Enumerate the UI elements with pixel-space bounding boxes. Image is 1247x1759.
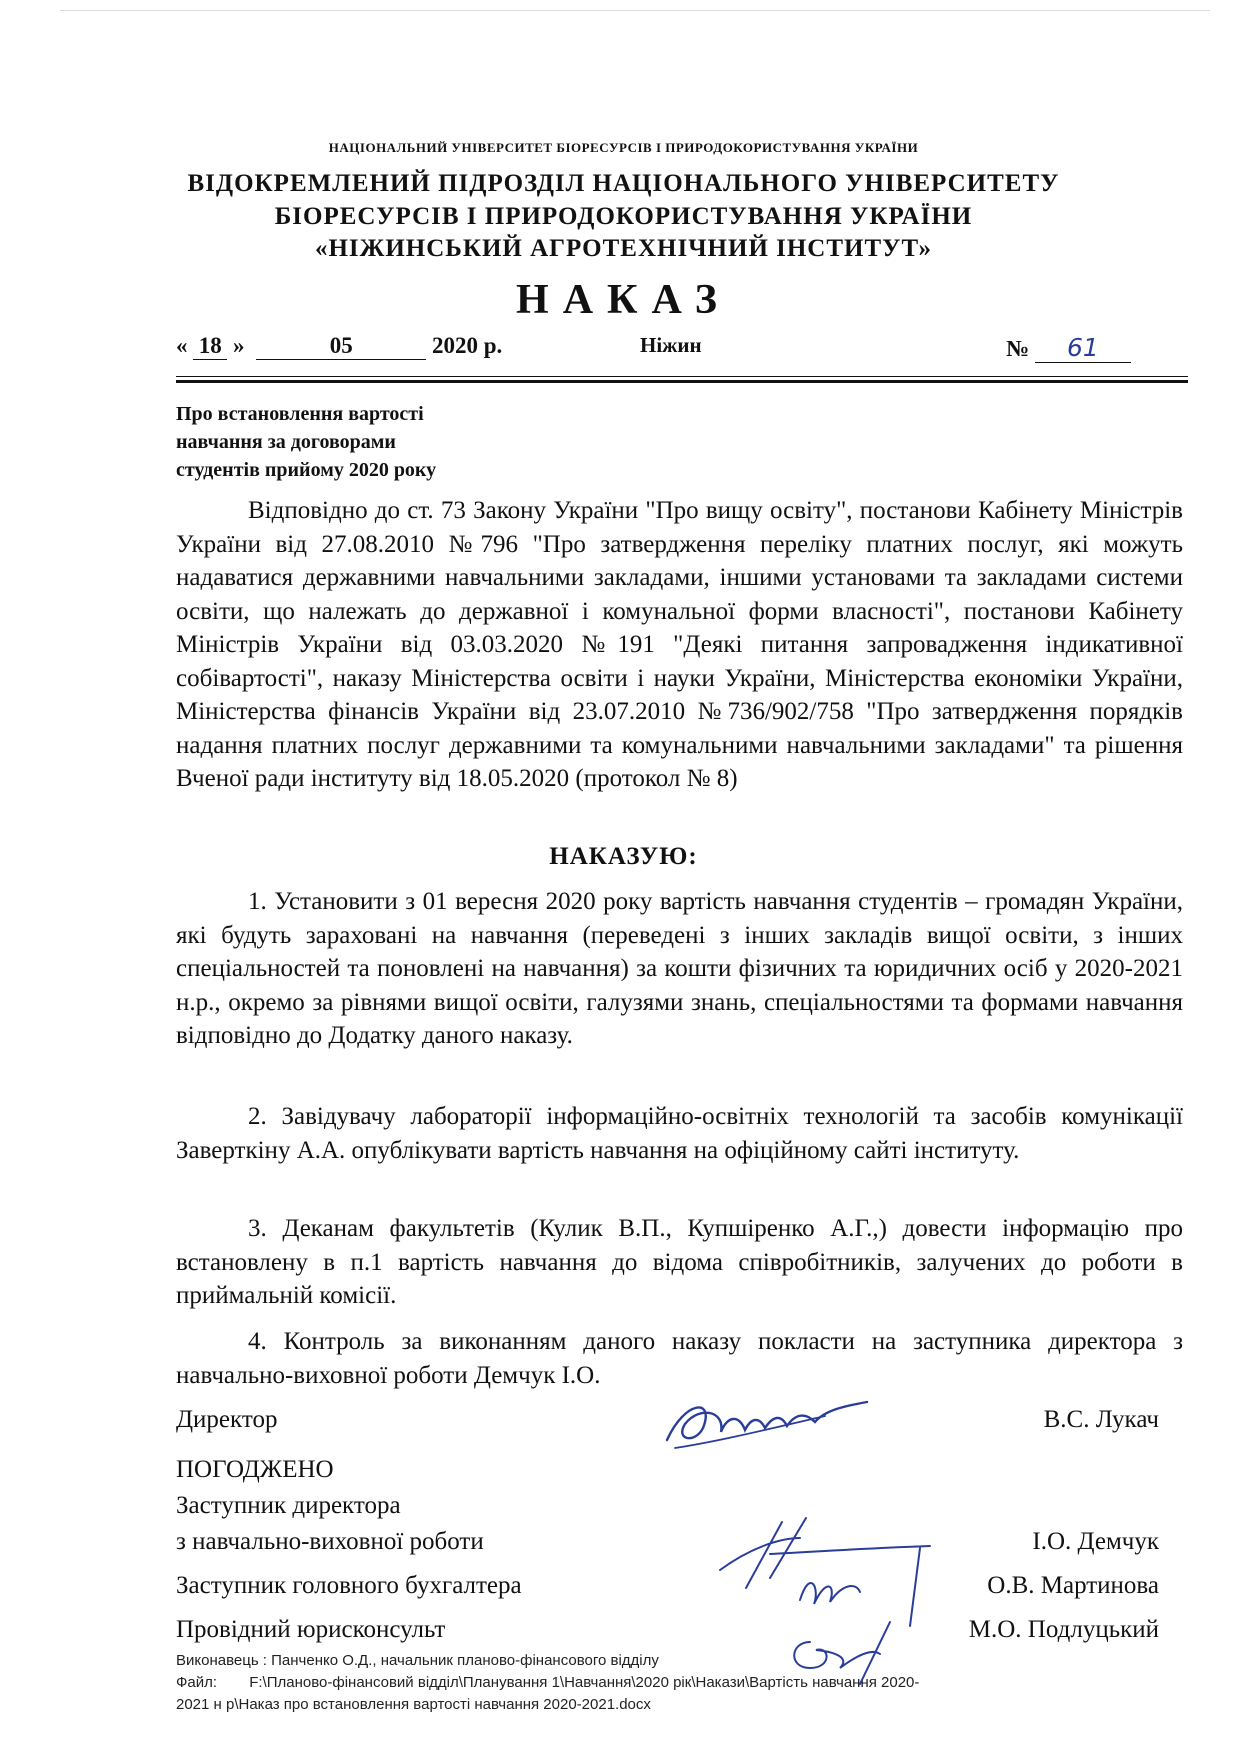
deputy-signature <box>710 1508 940 1628</box>
director-signature <box>655 1380 895 1460</box>
order-point: 1. Установити з 01 вересня 2020 року вартість навчання студентів – громадян України, які будуть зараховані на навчання (переведені з інших закладів вищої освіти, з інших спеціальностей та поновлені на навчання) за кошти фізичних та юридичних осіб у 2020-2021 н.р., окремо за рівнями вищої освіти, галузями знань, спеціальностями та формами навчання відповідно до Додатку даного наказу. <box>176 888 1183 1049</box>
order-subject <box>176 400 436 484</box>
deputy-title-line2: з навчально-виховної роботи <box>176 1528 484 1555</box>
quote-close: » <box>233 333 245 358</box>
footer-executor: Виконавець : Панченко О.Д., начальник планово-фінансового відділу <box>176 1652 659 1669</box>
subject-line: навчання за договорами <box>176 431 396 453</box>
date-year: 2020 р. <box>432 333 503 358</box>
footer-file-label: Файл: <box>176 1674 218 1691</box>
quote-open: « <box>176 333 188 358</box>
lawyer-title: Провідний юрисконсульт <box>176 1616 446 1643</box>
header-rule-thin <box>176 376 1188 377</box>
order-number <box>1006 333 1131 363</box>
order-point: 4. Контроль за виконанням даного наказу покласти на заступника директора з навчально-виховної роботи Демчук І.О. <box>176 1328 1183 1389</box>
director-title: Директор <box>176 1406 278 1433</box>
approvals-heading: ПОГОДЖЕНО <box>176 1456 334 1483</box>
accountant-name: О.В. Мартинова <box>987 1572 1159 1599</box>
preamble-paragraph: Відповідно до ст. 73 Закону України "Про вищу освіту", постанови Кабінету Міністрів України від 27.08.2010 №796 "Про затвердження переліку платних послуг, які можуть надаватися державними навчальними закладами, іншими установами та закладами системи освіти, що належать до державної і комунальної форми власності", постанови Кабінету Міністрів України від 03.03.2020 №191 "Деякі питання запровадження індикативної собівартості", наказу Міністерства освіти і науки України, Міністерства економіки України, Міністерства фінансів України від 23.07.2010 №736/902/758 "Про затвердження порядків надання платних послуг державними та комунальними навчальними закладами" та рішення Вченої ради інституту від 18.05.2020 (протокол № 8) <box>176 497 1183 792</box>
subject-line: студентів прийому 2020 року <box>176 459 437 481</box>
institution-name-line2: БІОРЕСУРСІВ І ПРИРОДОКОРИСТУВАННЯ УКРАЇНИ <box>274 203 973 230</box>
number-label: № <box>1006 336 1030 361</box>
order-point: 3. Деканам факультетів (Кулик В.П., Купшіренко А.Г.,) довести інформацію про встановлену в п.1 вартість навчання до відома співробітників, залучених до роботи в приймальній комісії. <box>176 1215 1183 1309</box>
footer-file-path-cont: 2021 н р\Наказ про встановлення вартості навчання 2020-2021.docx <box>176 1696 651 1713</box>
order-point: 2. Завідувачу лабораторії інформаційно-освітніх технологій та засобів комунікації Заверткіну А.А. опублікувати вартість навчання на офіційному сайті інституту. <box>176 1103 1183 1164</box>
order-date <box>176 333 502 360</box>
subject-line: Про встановлення вартості <box>176 403 424 425</box>
deputy-title-line1: Заступник директора <box>176 1492 401 1519</box>
institution-name-line1: ВІДОКРЕМЛЕНИЙ ПІДРОЗДІЛ НАЦІОНАЛЬНОГО УНІВЕРСИТЕТУ <box>187 170 1060 197</box>
number-value: 61 <box>1035 333 1131 363</box>
date-month: 05 <box>256 333 426 360</box>
director-name: В.С. Лукач <box>1043 1406 1159 1433</box>
lawyer-name: М.О. Подлуцький <box>968 1616 1159 1643</box>
document-type: НАКАЗ <box>516 277 731 323</box>
institution-name-line3: «НІЖИНСЬКИЙ АГРОТЕХНІЧНИЙ ІНСТИТУТ» <box>314 235 933 262</box>
ministry-name: НАЦІОНАЛЬНИЙ УНІВЕРСИТЕТ БІОРЕСУРСІВ І ПРИРОДОКОРИСТУВАННЯ УКРАЇНИ <box>328 140 919 155</box>
order-directive-heading: НАКАЗУЮ: <box>549 843 698 870</box>
date-day: 18 <box>193 333 227 360</box>
deputy-name: І.О. Демчук <box>1032 1528 1159 1555</box>
order-city: Ніжин <box>640 333 702 357</box>
lawyer-signature <box>780 1612 930 1692</box>
accountant-title: Заступник головного бухгалтера <box>176 1572 522 1599</box>
scan-edge <box>60 10 1210 11</box>
footer-file-path: F:\Планово-фінансовий відділ\Планування 1\Навчання\2020 рік\Накази\Вартість навчання 2020- <box>249 1674 920 1691</box>
header-rule-thick <box>176 380 1188 383</box>
